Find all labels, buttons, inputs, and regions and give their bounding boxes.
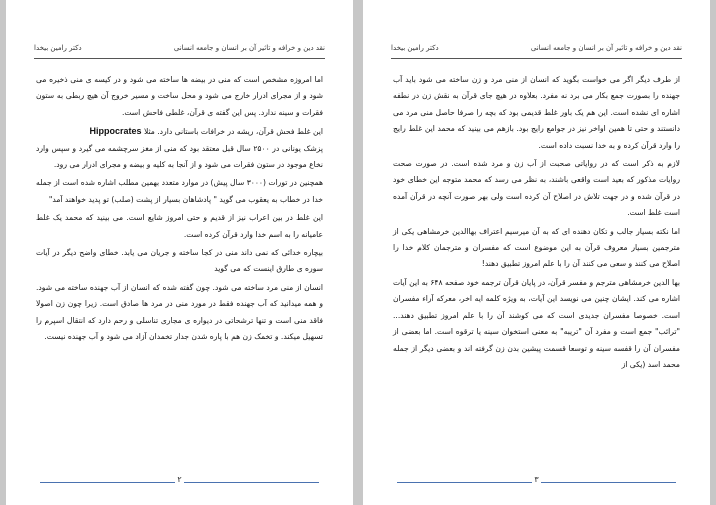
paragraph xyxy=(36,123,323,173)
footer-rule-left xyxy=(40,482,175,483)
page-body xyxy=(36,72,323,348)
header-rule xyxy=(34,58,325,59)
paragraph: بیچاره خدائی که نمی داند منی در کجا ساخته و جریان می یابد. خطای واضح دیگر در آیات سوره ی طارق اینست که می گوید xyxy=(36,248,323,274)
paragraph: بها الدین خرمشاهی مترجم و مفسر قرآن، در پایان قرآن ترجمه خود صفحه ۶۴۸ به این آیات اشاره می کند. ایشان چنین می نویسد این آیات، به ویژه کلمه ایه اخر، معرکه آراء مفسران است. خصوصا مفسران جدیدی است که می کوشند آن را با علم امروز تطبیق دهند... "ترائب" جمع است و مفرد آن "تریبه" به معنی استخوان سینه یا ترقوه است. اما بعضی از مفسران آن را قفسه سینه و توسعا قسمت پیشین بدن زن گرفته اند و بعضی دیگر از جمله محمد اسد (یکی از xyxy=(393,277,680,369)
page-footer xyxy=(40,475,319,488)
footer-rule-right xyxy=(541,482,676,483)
header-title: نقد دین و خرافه و تاثیر آن بر انسان و جامعه انسانی xyxy=(530,44,682,52)
document-page-left xyxy=(6,0,353,505)
page-gap xyxy=(353,0,363,505)
page-footer xyxy=(397,475,676,488)
header-title: نقد دین و خرافه و تاثیر آن بر انسان و جامعه انسانی xyxy=(173,44,325,52)
page-number: ۲ xyxy=(177,475,182,484)
header-rule xyxy=(391,58,682,59)
page-header xyxy=(34,44,325,56)
paragraph-text: این غلط فحش قرآن، ریشه در خرافات باستانی دارد. مثلا xyxy=(143,127,323,137)
paragraph: لازم به ذکر است که در روایاتی صحبت از آب زن و مرد شده است. در صورت صحت روایات مذکور که بعید است واقعی باشند، به نظر می رسد که محمد متوجه این خطای خود در قرآن شده و در جهت تلاش در اصلاح آن کرده است ولی بهر صورت آنچه در قرآن آمده است غلط است. xyxy=(393,159,680,218)
page-number: ۳ xyxy=(534,475,539,484)
header-author: دکتر رامین بیخدا xyxy=(34,44,82,52)
paragraph: اما نکته بسیار جالب و تکان دهنده ای که به آن میرسیم اعتراف بهاالدین خرمشاهی یکی از مترجمین بسیار معروف قرآن به این موضوع است که مفسران و مترجمان کلام خدا را اصلاح می کنند و سعی می کنند آن را با علم امروز تطبیق دهند! xyxy=(393,226,680,269)
latin-term: Hippocrates xyxy=(89,126,142,137)
footer-rule-right xyxy=(184,482,319,483)
page-header xyxy=(391,44,682,56)
paragraph: این غلط در بین اعراب نیز از قدیم و حتی امروز شایع است. می بینید که محمد یک غلط عامیانه را به اسم خدا وارد قرآن کرده است. xyxy=(36,213,323,239)
paragraph: همچنین در تورات (۳۰۰۰ سال پیش) در موارد متعدد بهمین مطلب اشاره شده است از جمله خدا در خطاب به یعقوب می گوید " پادشاهان بسیار از پشت (صلب) تو پدید خواهند آمد" xyxy=(36,178,323,204)
document-page-right xyxy=(363,0,710,505)
paragraph-text: پزشک یونانی در ۲۵۰۰ سال قبل معتقد بود که منی از مغز سرچشمه می گیرد و سپس وارد نخاع موجود در ستون فقرات می شود و از آنجا به کلیه و بیضه و مجرای ادرار می رود. xyxy=(36,143,323,170)
paragraph: از طرف دیگر اگر می خواست بگوید که انسان از منی مرد و زن ساخته می شود باید آب جهنده را بصورت جمع بکار می برد نه مفرد. بعلاوه در هیچ جای قرآن به نقش زن در نطفه اشاره ای نشده است. این هم یک باور غلط قدیمی بود که بچه را صرفا حاصل منی مرد می دانستند و حتی تا همین اواخر نیز در جوامع رایج بود. بازهم می بینید که محمد این غلط رایج را وارد قرآن کرده و به خدا نسبت داده است. xyxy=(393,75,680,150)
page-body xyxy=(393,72,680,375)
footer-rule-left xyxy=(397,482,532,483)
paragraph: اما امروزه مشخص است که منی در بیضه ها ساخته می شود و در کیسه ی منی ذخیره می شود و از مجرای ادرار خارج می شود و محل ساخت و مسیر خروج آن هیچ ربطی به ستون فقرات و سینه ندارد. پس این گفته ی قرآن، غلطی فاحش است. xyxy=(36,75,323,117)
paragraph: انسان از منی مرد ساخته می شود. چون گفته شده که انسان از آب جهنده ساخته می شود. و همه میدانید که آب جهنده فقط در مورد منی در مرد ها صادق است. زیرا چون زن اصولا فاقد منی است و تنها ترشحاتی در دیواره ی مجاری تناسلی و رحم دارد که انتقال اسپرم را تسهیل میکند. و تخمک زن هم با پاره شدن جدار تخمدان آزاد می شود و آب جهنده نیست. xyxy=(36,282,323,342)
header-author: دکتر رامین بیخدا xyxy=(391,44,439,52)
